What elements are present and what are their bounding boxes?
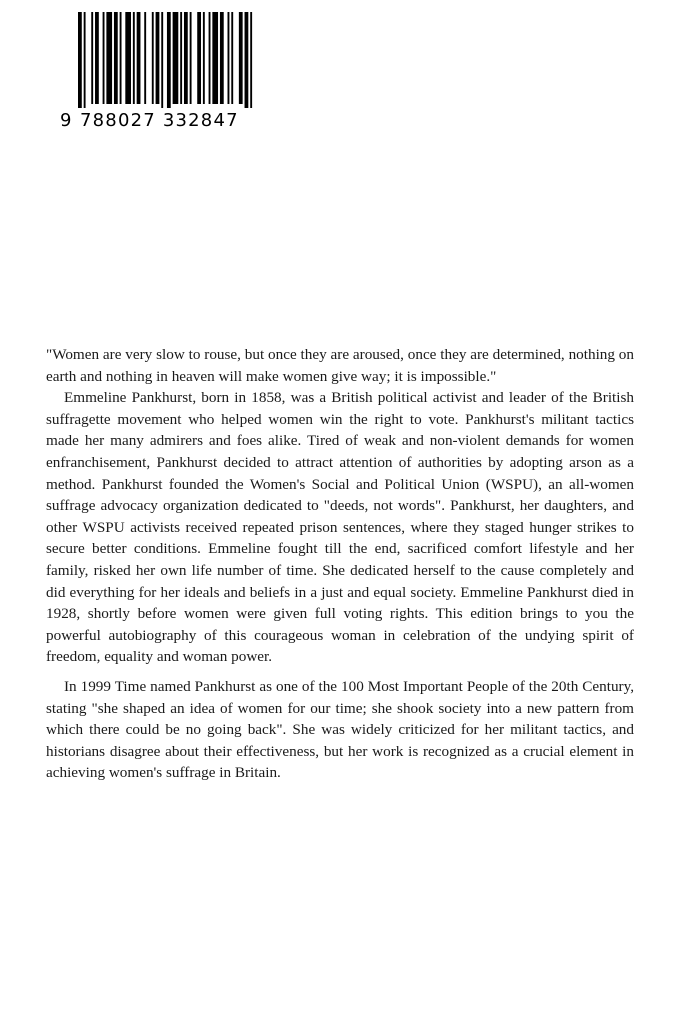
- isbn-barcode: [60, 12, 256, 130]
- barcode-bar: [84, 12, 86, 108]
- barcode-bar: [231, 12, 233, 104]
- barcode-bar: [95, 12, 99, 104]
- isbn-remaining-digits: 788027 332847: [80, 110, 239, 131]
- barcode-bar: [203, 12, 205, 104]
- barcode-bar: [91, 12, 93, 104]
- barcode-bar: [239, 12, 243, 104]
- biography-paragraph: Emmeline Pankhurst, born in 1858, was a British political activist and leader of the British suffragette movement who helped women win the right to vote. Pankhurst's militant tactics made her many admirers and foes alike. Tired of weak and non-violent demands for women enfranchisement, Pankhurst decided to attract attention of authorities by adopting arson as a method. Pankhurst founded the Women's Social and Political Union (WSPU), an all-women suffrage advocacy organization dedicated to "deeds, not words". Pankhurst, her daughters, and other WSPU activists received repeated prison sentences, where they staged hunger strikes to secure better conditions. Emmeline fought till the end, sacrificed comfort lifestyle and her family, risked her own life number of time. She dedicated herself to the cause completely and did everything for her ideals and beliefs in a just and equal society. Emmeline Pankhurst died in 1928, shortly before women were given full voting rights. This edition brings to you the powerful autobiography of this courageous woman in celebration of the undying spirit of freedom, equality and woman power.: [46, 389, 634, 666]
- barcode-bar: [173, 12, 179, 104]
- barcode-bar: [209, 12, 211, 104]
- barcode-bar: [78, 12, 82, 108]
- barcode-bar: [212, 12, 218, 104]
- barcode-bar: [106, 12, 112, 104]
- barcode-bar: [167, 12, 171, 108]
- barcode-bar: [220, 12, 224, 104]
- barcode-bar: [144, 12, 146, 104]
- isbn-first-digit: 9: [60, 110, 73, 131]
- barcode-bar: [103, 12, 105, 104]
- barcode-bar: [245, 12, 249, 108]
- barcode-bar: [120, 12, 122, 104]
- barcode-bar: [133, 12, 135, 104]
- legacy-paragraph: In 1999 Time named Pankhurst as one of the 100 Most Important People of the 20th Century, stating "she shaped an idea of women for our time; she shook society into a new pattern from which there could be no going back". She was widely criticized for her militant tactics, and historians disagree about their effectiveness, but her work is recognized as a crucial element in achieving women's suffrage in Britain.: [46, 677, 634, 782]
- barcode-bar: [190, 12, 192, 104]
- barcode-bar: [114, 12, 118, 104]
- barcode-bar: [156, 12, 160, 104]
- barcode-bar: [180, 12, 182, 104]
- barcode-bar: [125, 12, 131, 104]
- barcode-bar: [228, 12, 230, 104]
- opening-quote: "Women are very slow to rouse, but once they are aroused, once they are determined, nothing on earth and nothing in heaven will make women give way; it is impossible.": [46, 346, 634, 385]
- barcode-bar: [250, 12, 252, 108]
- barcode-bar: [137, 12, 141, 104]
- barcode-bar: [152, 12, 154, 104]
- barcode-bars: [78, 12, 254, 108]
- barcode-bar: [161, 12, 163, 108]
- barcode-bar: [184, 12, 188, 104]
- barcode-bar: [197, 12, 201, 104]
- back-cover-blurb: [46, 344, 634, 784]
